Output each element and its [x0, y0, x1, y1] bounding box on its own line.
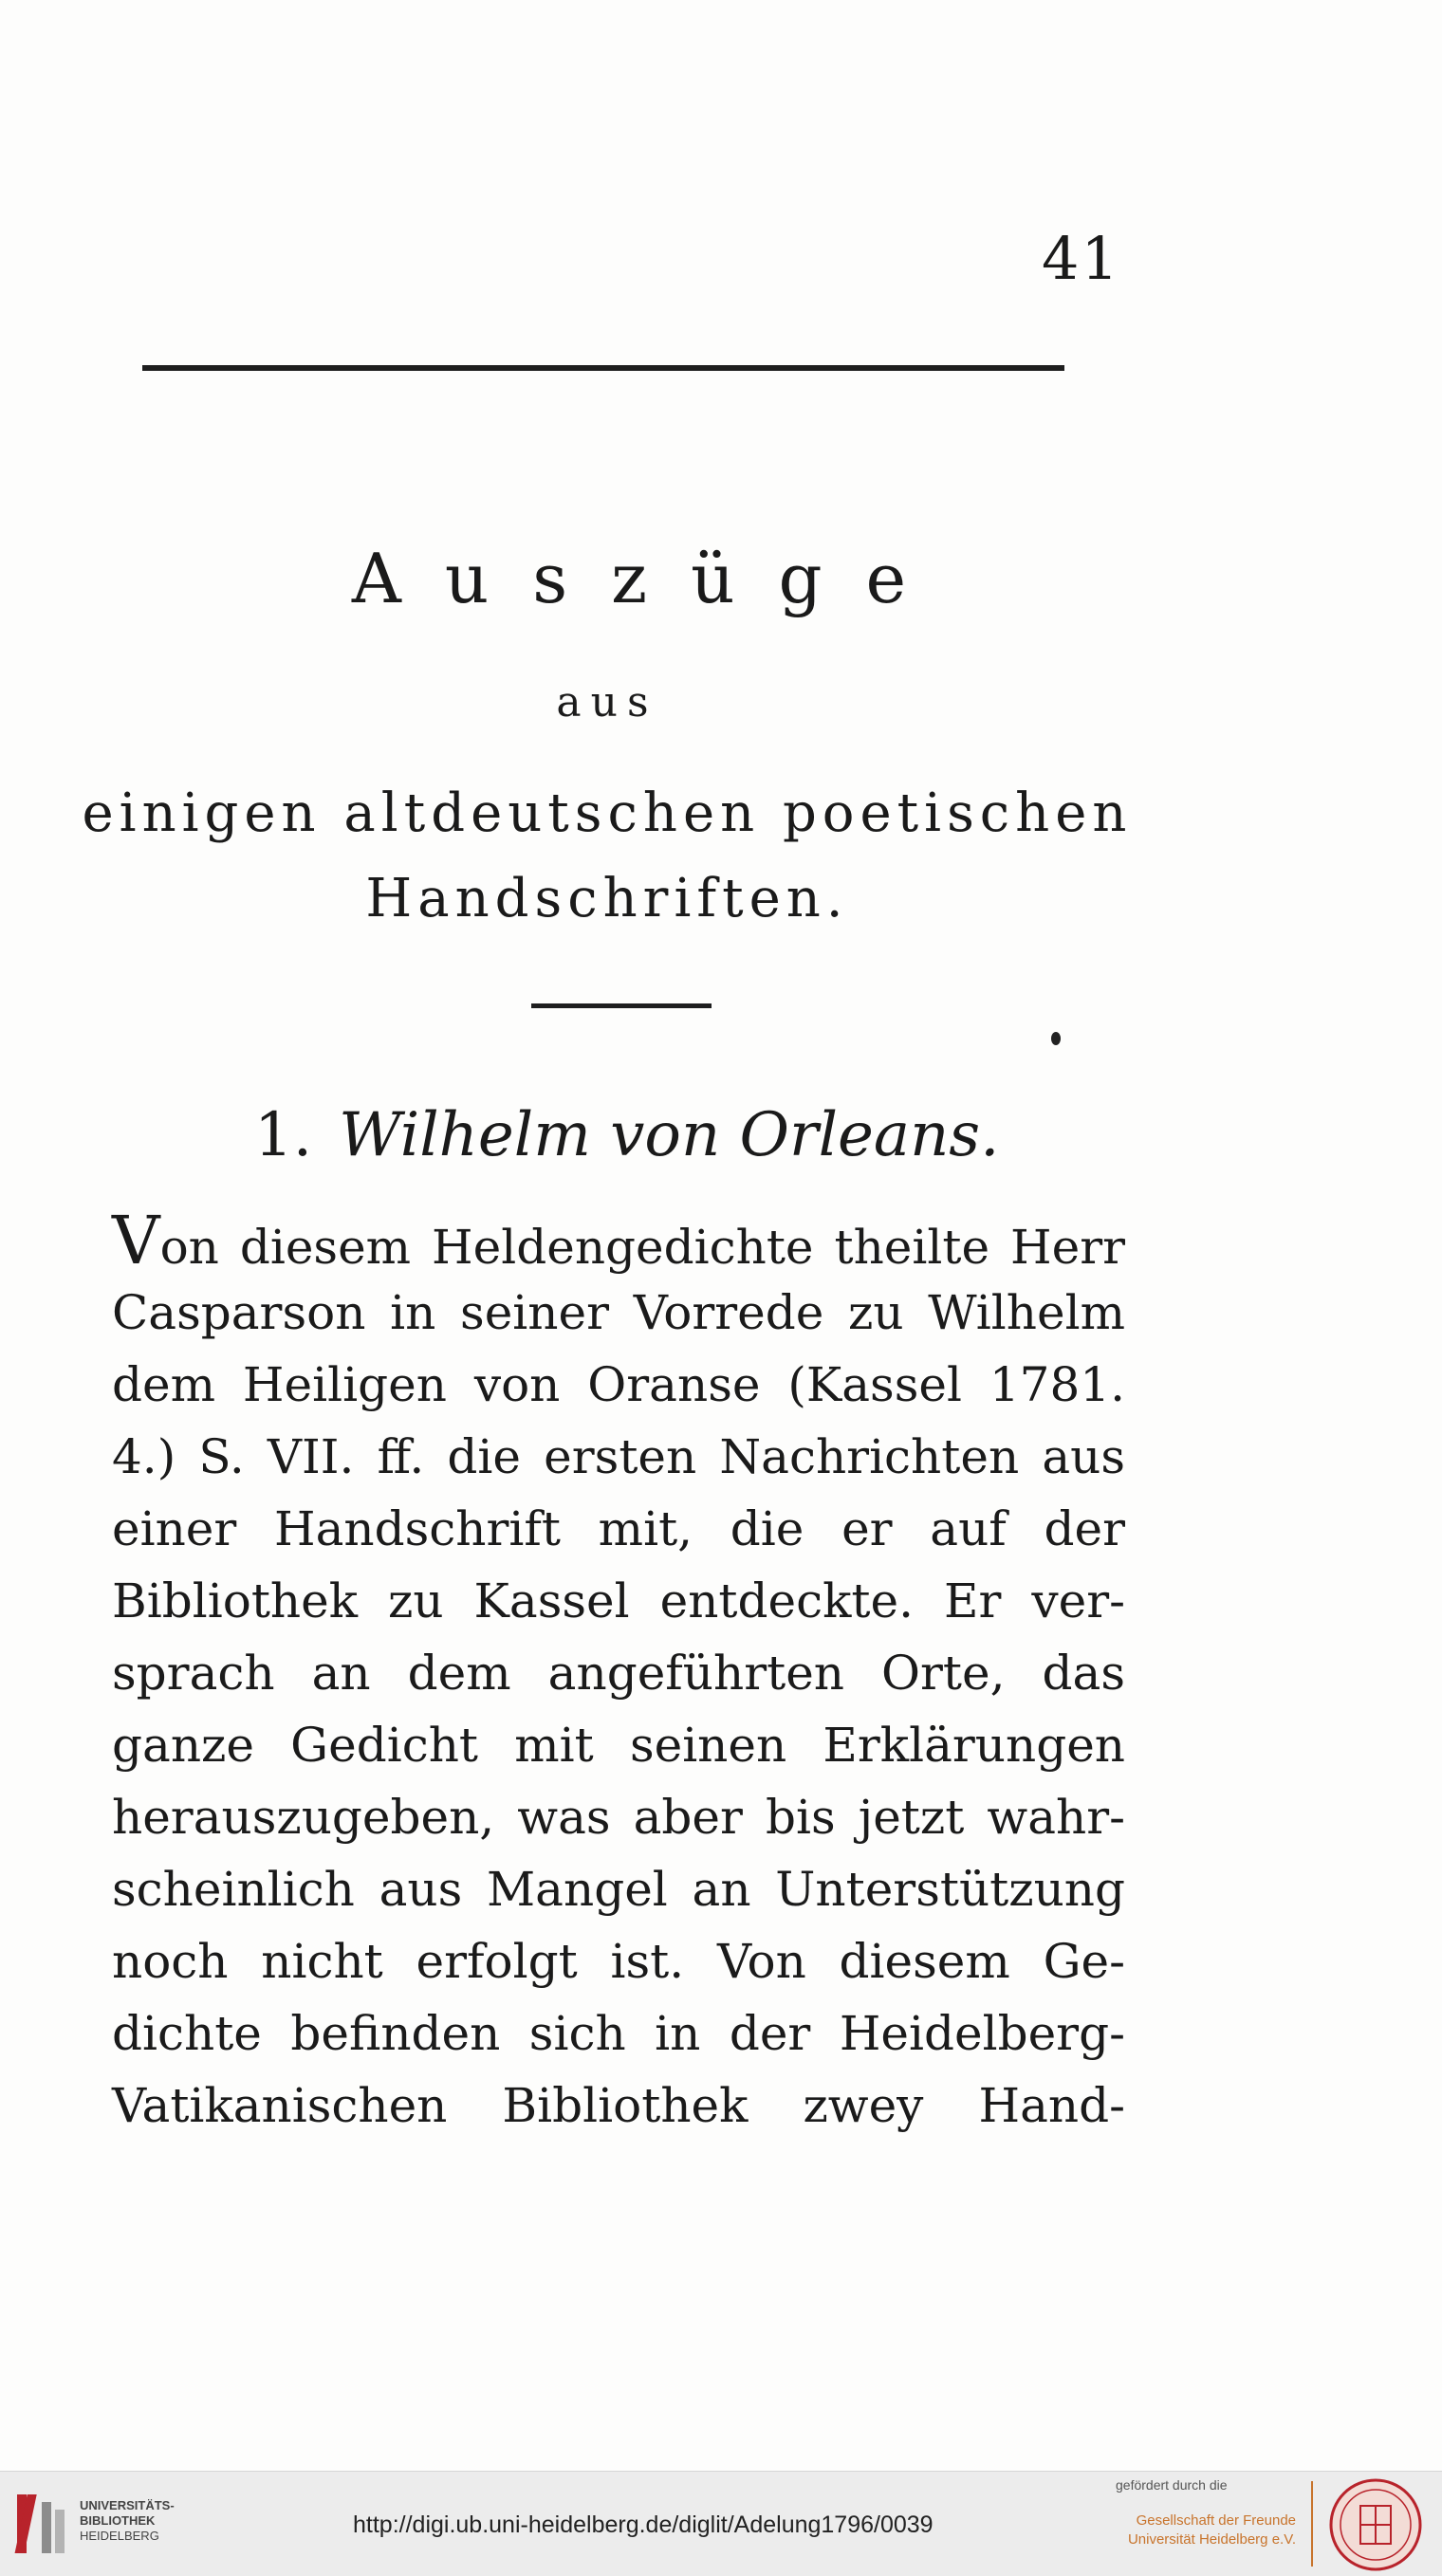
- body-line: ganze Gedicht mit seinen Erklärungen: [112, 1718, 1125, 1773]
- ink-speck: [1051, 1032, 1061, 1045]
- university-seal-icon: [1328, 2477, 1423, 2572]
- body-text: [112, 1202, 1125, 2142]
- page-number: 41: [1042, 224, 1120, 293]
- section-title: Wilhelm von Orleans.: [339, 1100, 1000, 1170]
- body-line: noch nicht erfolgt ist. Von diesem Ge-: [112, 1934, 1125, 1989]
- footer-divider: [1311, 2481, 1313, 2567]
- viewer-footer: [0, 2471, 1442, 2576]
- body-line: Bibliothek zu Kassel entdeckte. Er ver-: [112, 1573, 1125, 1628]
- page-title: Auszüge: [351, 539, 951, 618]
- sponsor-name[interactable]: Gesellschaft der Freunde Universität Heidelberg e.V.: [1127, 2512, 1296, 2548]
- body-line: Von diesem Heldengedichte theilte Herr: [112, 1202, 1125, 1279]
- body-line: herauszugeben, was aber bis jetzt wahr-: [112, 1790, 1125, 1845]
- subtitle-line-1: einigen altdeutschen poetischen: [82, 782, 1133, 844]
- header-rule: [142, 365, 1064, 371]
- body-line: 4.) S. VII. ff. die ersten Nachrichten aus: [112, 1429, 1125, 1484]
- permalink[interactable]: http://digi.ub.uni-heidelberg.de/diglit/Adelung1796/0039: [353, 2512, 934, 2538]
- body-line: Vatikanischen Bibliothek zwey Hand-: [112, 2078, 1125, 2133]
- section-divider: [531, 1003, 712, 1008]
- section-heading: [254, 1100, 999, 1170]
- subtitle-line-2: Handschriften.: [365, 868, 849, 929]
- section-number: 1.: [254, 1100, 313, 1170]
- body-line: scheinlich aus Mangel an Unterstützung: [112, 1862, 1125, 1917]
- funded-by-label: gefördert durch die: [1116, 2477, 1228, 2493]
- library-name: UNIVERSITÄTS- BIBLIOTHEK HEIDELBERG: [80, 2498, 175, 2543]
- body-line: dichte befinden sich in der Heidelberg-: [112, 2006, 1125, 2061]
- title-connector: aus: [556, 678, 658, 727]
- body-line: Casparson in seiner Vorrede zu Wilhelm: [112, 1285, 1125, 1340]
- body-line: dem Heiligen von Oranse (Kassel 1781.: [112, 1357, 1125, 1412]
- body-line: sprach an dem angeführten Orte, das: [112, 1646, 1125, 1701]
- body-line: einer Handschrift mit, die er auf der: [112, 1501, 1125, 1556]
- ub-heidelberg-logo-icon[interactable]: [13, 2489, 68, 2559]
